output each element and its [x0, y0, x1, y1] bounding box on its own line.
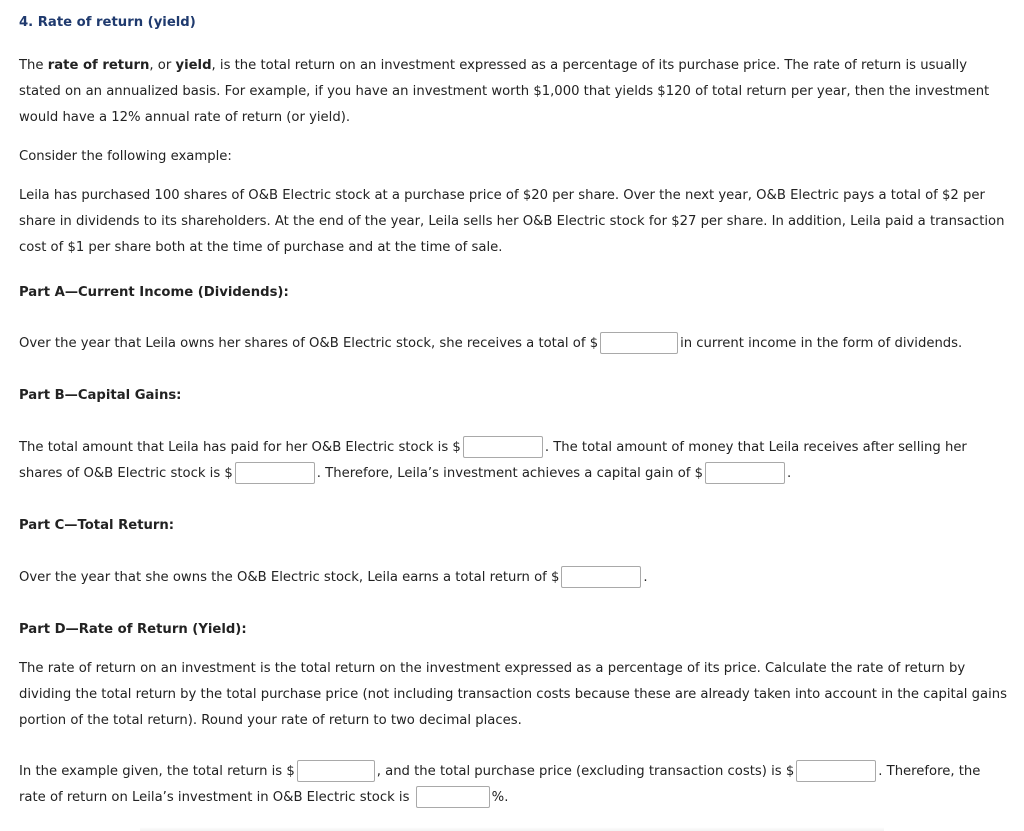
part-d-description: The rate of return on an investment is the total return on the investment expressed as a percentage of its price. Calculate the rate of return by dividing the total return by the total purchase price (not including transaction costs because these are already taken into account in the capital gains portion of the total return). Round your rate of return to two decimal places. — [19, 661, 1007, 728]
intro-paragraph: The rate of return, or yield, is the total return on an investment expressed as a percentage of its purchase price. The rate of return is usually stated on an annualized basis. For example, if you have an investment worth $1,000 that yields $120 of total return per year, then the investment would have a 12% annual rate of return (or yield). — [19, 58, 990, 125]
example-paragraph: Leila has purchased 100 shares of O&B Electric stock at a purchase price of $20 per share. Over the next year, O&B Electric pays a total of $2 per share in dividends to its shareholders. At the end of the year, Leila sells her O&B Electric stock for $27 per share. In addition, Leila paid a transaction cost of $1 per share both at the time of purchase and at the time of sale. — [19, 188, 1005, 255]
part-a-heading: Part A—Current Income (Dividends): — [19, 285, 289, 300]
amount-paid-input[interactable] — [463, 436, 543, 458]
part-a-question: Over the year that Leila owns her shares of O&B Electric stock, she receives a total of $ in current income in the form of dividends. — [19, 331, 1010, 357]
part-d-question: In the example given, the total return is $ , and the total purchase price (excluding transaction costs) is $ . Therefore, the rate of return on Leila’s investment in O&B Electric stock is %. — [19, 759, 1010, 811]
section-title: 4. Rate of return (yield) — [19, 15, 196, 30]
total-return-input[interactable] — [561, 566, 641, 588]
part-d-heading: Part D—Rate of Return (Yield): — [19, 622, 247, 637]
part-c-heading: Part C—Total Return: — [19, 518, 175, 533]
purchase-price-input[interactable] — [796, 760, 876, 782]
total-return-d-input[interactable] — [297, 760, 375, 782]
part-c-question: Over the year that she owns the O&B Electric stock, Leila earns a total return of $ . — [19, 565, 1010, 591]
dividends-input[interactable] — [600, 332, 678, 354]
amount-received-input[interactable] — [235, 462, 315, 484]
bottom-divider — [140, 827, 884, 831]
rate-of-return-input[interactable] — [416, 786, 490, 808]
term-yield: yield — [175, 58, 212, 73]
consider-text: Consider the following example: — [19, 149, 232, 164]
part-b-question: The total amount that Leila has paid for her O&B Electric stock is $ . The total amount of money that Leila receives after selling her shares of O&B Electric stock is $ . Therefore, Leila’s investment achieves a capital gain of $ . — [19, 435, 1010, 487]
term-rate-of-return: rate of return — [47, 58, 150, 73]
part-b-heading: Part B—Capital Gains: — [19, 388, 182, 403]
capital-gain-input[interactable] — [705, 462, 785, 484]
